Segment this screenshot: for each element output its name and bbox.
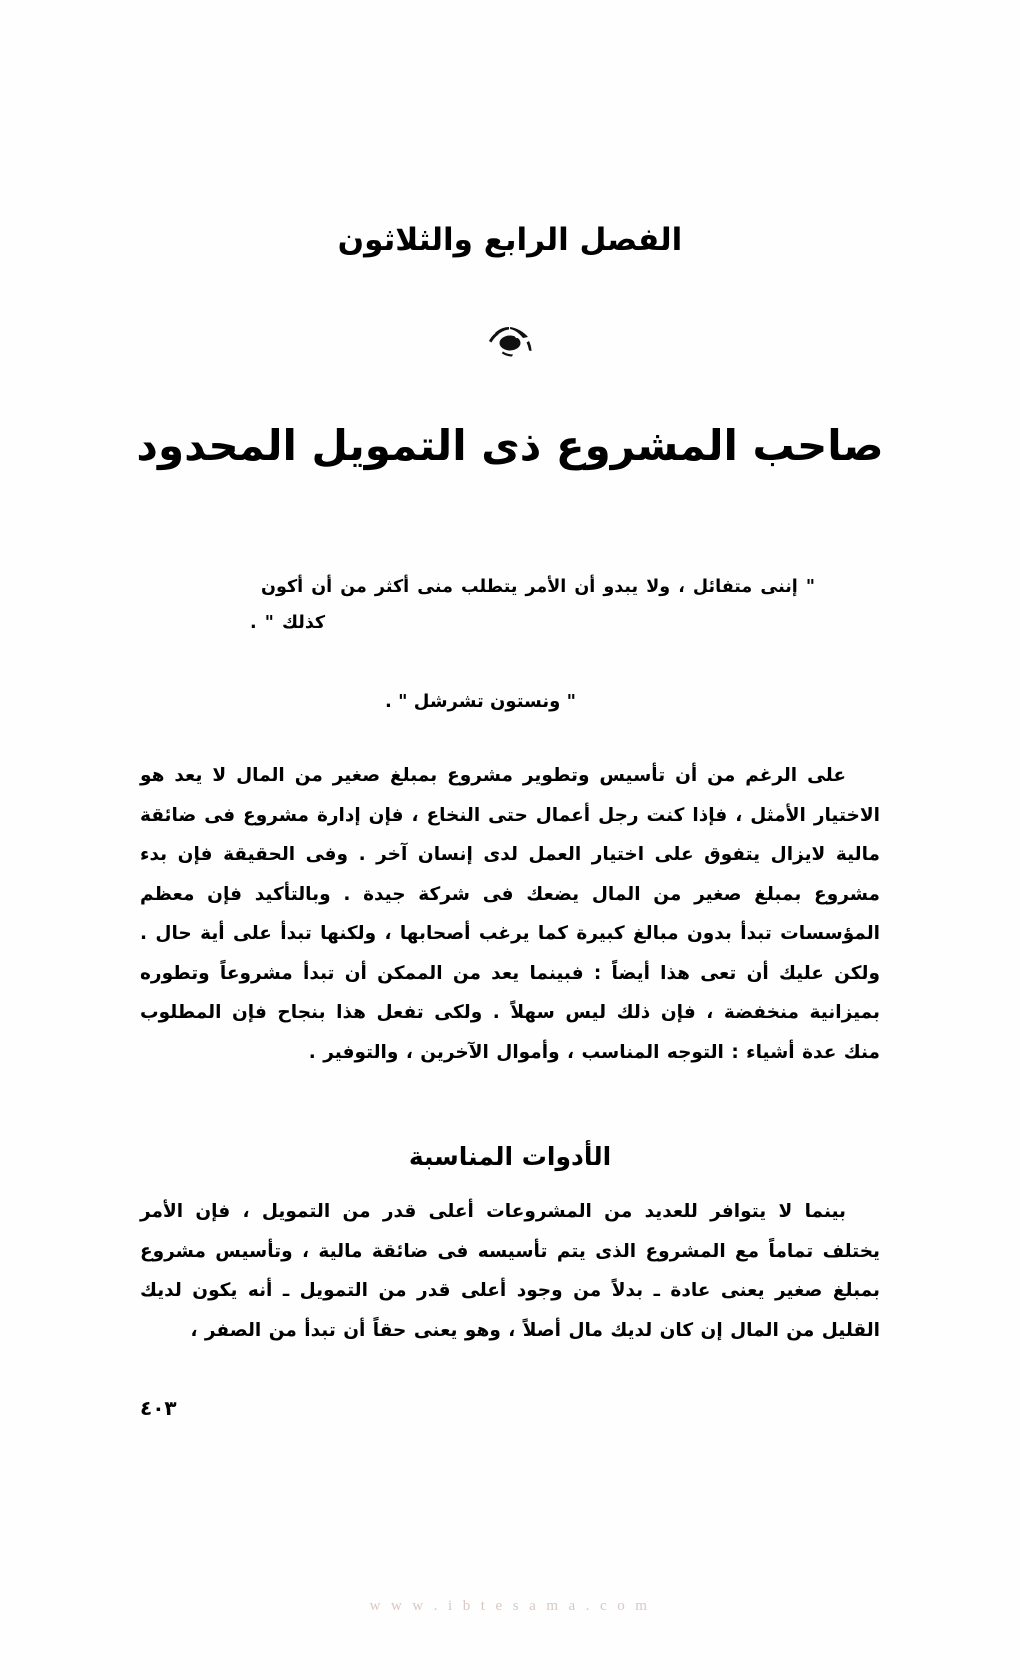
quote-attribution: " ونستون تشرشل " . bbox=[385, 691, 576, 712]
chapter-title: صاحب المشروع ذى التمويل المحدود bbox=[136, 421, 884, 470]
watermark-footer: w w w . i b t e s a m a . c o m bbox=[369, 1598, 651, 1614]
chapter-heading: الفصل الرابع والثلاثون bbox=[337, 222, 683, 258]
sunburst-ornament-icon bbox=[0, 322, 1020, 358]
body-paragraph-intro bbox=[140, 756, 880, 1073]
page-number: ٤٠٣ bbox=[140, 1396, 177, 1420]
epigraph-quote bbox=[250, 570, 815, 642]
body-paragraph-section bbox=[140, 1192, 880, 1350]
paragraph-text: على الرغم من أن تأسيس وتطوير مشروع بمبلغ صغير من المال لا يعد هو الاختيار الأمثل ، فإذا كنت رجل أعمال حتى النخاع ، فإن إدارة مشروع فى ضائقة مالية لايزال يتفوق على اختيار العمل لدى إنسان آخر . وفى الحقيقة فإن بدء مشروع بمبلغ صغير من المال يضعك فى شركة جيدة . وبالتأكيد فإن معظم المؤسسات تبدأ بدون مبالغ كبيرة كما يرغب أصحابها ، ولكنها تبدأ على أية حال . ولكن عليك أن تعى هذا أيضاً : فبينما يعد من الممكن أن تبدأ مشروعاً وتطوره بميزانية منخفضة ، فإن ذلك ليس سهلاً . ولكى تفعل هذا بنجاح فإن المطلوب منك عدة أشياء : التوجه المناسب ، وأموال الآخرين ، والتوفير . bbox=[140, 765, 880, 1064]
paragraph-text: بينما لا يتوافر للعديد من المشروعات أعلى قدر من التمويل ، فإن الأمر يختلف تماماً مع المشروع الذى يتم تأسيسه فى ضائقة مالية ، وتأسيس مشروع بمبلغ صغير يعنى عادة ـ بدلاً من وجود أعلى قدر من التمويل ـ أنه يكون لديك القليل من المال إن كان لديك مال أصلاً ، وهو يعنى حقاً أن تبدأ من الصفر ، bbox=[140, 1201, 880, 1341]
section-heading: الأدوات المناسبة bbox=[408, 1142, 612, 1171]
quote-line-2: كذلك " . bbox=[250, 612, 326, 633]
quote-line-1: " إننى متفائل ، ولا يبدو أن الأمر يتطلب منى أكثر من أن أكون bbox=[261, 577, 815, 597]
